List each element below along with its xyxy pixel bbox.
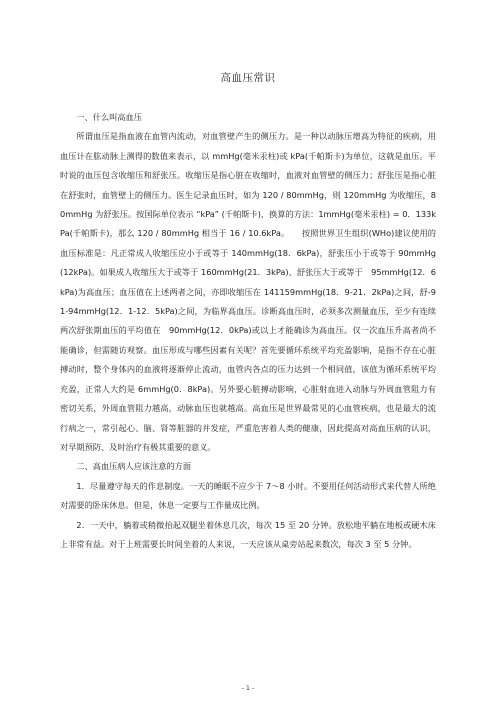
document-body [60,108,436,554]
list-item-rest-breaks: 2．一天中，躺着或稍微抬起双腿坐着休息几次，每次 15 至 20 分钟。放松地平躺在地板或硬木床上非常有益。对于上班需要长时间坐着的人来说，一天应该从桌旁站起来数次，每次 3 至 5 分钟。 [60,519,436,549]
page-number: - 1 - [241,684,255,692]
section-heading-precautions: 二、高血压病人应该注意的方面 [76,461,192,472]
document-title: 高血压常识 [220,72,276,84]
list-item-sleep-schedule: 1．尽量遵守每天的作息制度。一天的睡眠不应少于 7～8 小时。不要用任何活动形式来代替人所绝对需要的卧床休息。但是，休息一定要与工作量成比例。 [60,480,436,511]
section-heading-what-is-hypertension: 一、什么叫高血压 [76,112,142,122]
section-paragraph-definition: 所谓血压是指血液在血管内流动，对血管壁产生的侧压力。是一种以动脉压增高为特征的疾病，用血压计在肱动脉上测得的数值来表示，以 mmHg(毫米汞柱)或 kPa(千帕斯卡)为单位，这就是血压。平时说的血压包含收缩压和舒张压。收缩压是指心脏在收缩时，血液对血管壁的侧压力；舒张压是指心脏在舒张时，血管壁上的侧压力。医生记录血压时，如为 120 / 80mmHg，则 120mmHg 为收缩压，80mmHg 为舒张压。按国际单位表示 “kPa” (千帕斯卡)，换算的方法：1mmHg(毫米汞柱) = 0．133kPa(千帕斯卡)，那么 120 / 80mmHg 相当于 16 / 10.6kPa。 按照世界卫生组织(WHo)建议使用的血压标准是：凡正常成人收缩压应小于或等于 140mmHg(18．6kPa)，舒张压小于或等于 90mmHg(12kPa)。如果成人收缩压大于或等于 160mmHg(21．3kPa)，舒张压大于或等于 95mmHg(12．6kPa)为高血压；血压值在上述两者之间，亦即收缩压在 141159mmHg(18．9-21．2kPa)之间，舒-91-94mmHg(12．1-12．5kPa)之间，为临界高血压。诊断高血压时，必须多次测量血压，至少有连续两次舒张期血压的平均值在 90mmHg(12．0kPa)或以上才能确诊为高血压。仅一次血压升高者尚不能确诊，但需随访观察。血压形成与哪些因素有关呢？首先要循环系统平均充盈影响，是指不存在心脏搏动时，整个身体内的血液将逐渐停止流动，血管内各点的压力达到一个相同值，该值为循环系统平均充盈，正常人大约是 6mmHg(0．8kPa)。另外要心脏搏动影响，心脏射血进入动脉与外周血管阻力有密切关系，外周血管阻力越高，动脉血压也就越高。高血压是世界最常见的心血管疾病，也是最大的流行病之一，常引起心、脑、肾等脏器的并发症，严重危害着人类的健康，因此提高对高血压病的认识，对早期预防、及时治疗有极其重要的意义。 [60,131,436,452]
